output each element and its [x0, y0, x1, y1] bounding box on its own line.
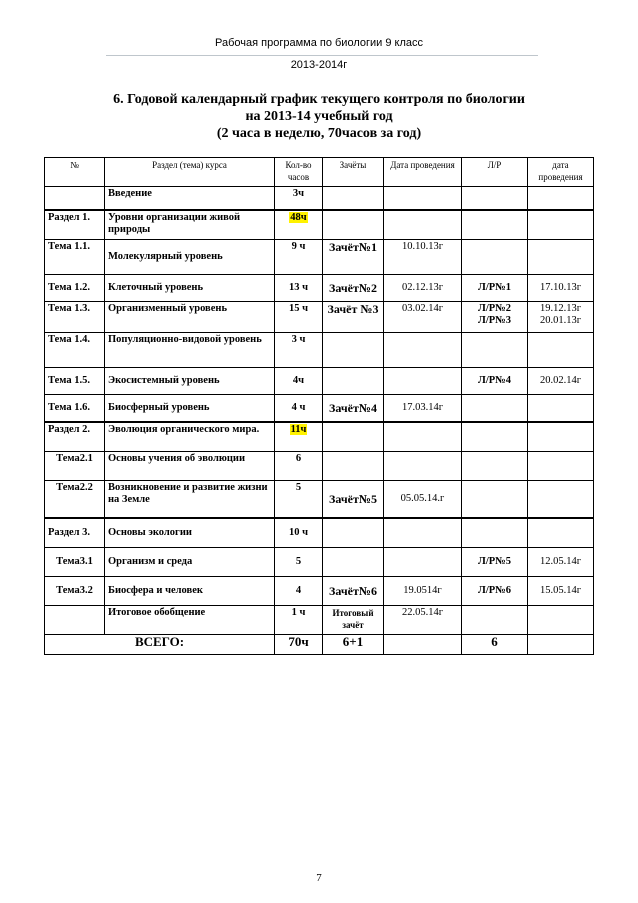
table-row: Тема 1.6. Биосферный уровень 4 ч Зачёт№4 17.03.14г	[45, 395, 594, 423]
document-year: 2013-2014г	[290, 59, 348, 71]
col-header-labs: Л/Р	[462, 158, 528, 187]
highlighted-hours: 48ч	[290, 212, 307, 223]
table-row: Раздел 3. Основы экологии 10 ч	[45, 518, 594, 548]
col-header-section: Раздел (тема) курса	[105, 158, 275, 187]
table-row: Тема 1.5. Экосистемный уровень 4ч Л/Р№4 20.02.14г	[45, 368, 594, 395]
total-row	[45, 635, 594, 655]
title-line-2: на 2013-14 учебный год	[245, 109, 393, 124]
col-header-number: №	[45, 158, 105, 187]
table-row: Введение 3ч	[45, 187, 594, 211]
schedule-table	[44, 157, 594, 655]
title-line-3: (2 часа в неделю, 70часов за год)	[216, 126, 422, 141]
total-tests: 6+1	[323, 635, 384, 655]
header-divider	[106, 55, 538, 56]
total-labs: 6	[462, 635, 528, 655]
col-header-tests: Зачёты	[323, 158, 384, 187]
col-header-lab-date: дата проведения	[528, 158, 594, 187]
table-row: Тема 1.2. Клеточный уровень 13 ч Зачёт№2 02.12.13г Л/Р№1 17.10.13г	[45, 275, 594, 302]
table-row: Тема3.2 Биосфера и человек 4 Зачёт№6 19.0514г Л/Р№6 15.05.14г	[45, 577, 594, 606]
highlighted-hours: 11ч	[290, 424, 307, 435]
table-row: Раздел 2. Эволюция органического мира. 11ч	[45, 422, 594, 452]
col-header-hours: Кол-во часов	[275, 158, 323, 187]
col-header-test-date: Дата проведения	[384, 158, 462, 187]
table-row: Тема2.1 Основы учения об эволюции 6	[45, 452, 594, 481]
table-row: Тема 1.4. Популяционно-видовой уровень 3 ч	[45, 333, 594, 368]
table-row: Тема3.1 Организм и среда 5 Л/Р№5 12.05.14г	[45, 548, 594, 577]
document-header: Рабочая программа по биологии 9 класс	[215, 37, 423, 49]
table-row: Тема 1.1. Молекулярный уровень 9 ч Зачёт№1 10.10.13г	[45, 240, 594, 275]
table-row: Тема 1.3. Организменный уровень 15 ч Зачёт №3 03.02.14г Л/Р№2 Л/Р№3 19.12.13г 20.01.13г	[45, 302, 594, 333]
table-row: Раздел 1. Уровни организации живой природы 48ч	[45, 210, 594, 240]
title-line-1: 6. Годовой календарный график текущего контроля по биологии	[113, 92, 525, 107]
page-title	[0, 91, 638, 142]
table-row: Тема2.2 Возникновение и развитие жизни на Земле 5 Зачёт№5 05.05.14.г	[45, 481, 594, 519]
total-hours: 70ч	[275, 635, 323, 655]
page-number: 7	[316, 872, 322, 884]
total-label: ВСЕГО:	[45, 635, 275, 655]
table-row: Итоговое обобщение 1 ч Итоговый зачёт 22.05.14г	[45, 606, 594, 635]
table-header-row	[45, 158, 594, 187]
